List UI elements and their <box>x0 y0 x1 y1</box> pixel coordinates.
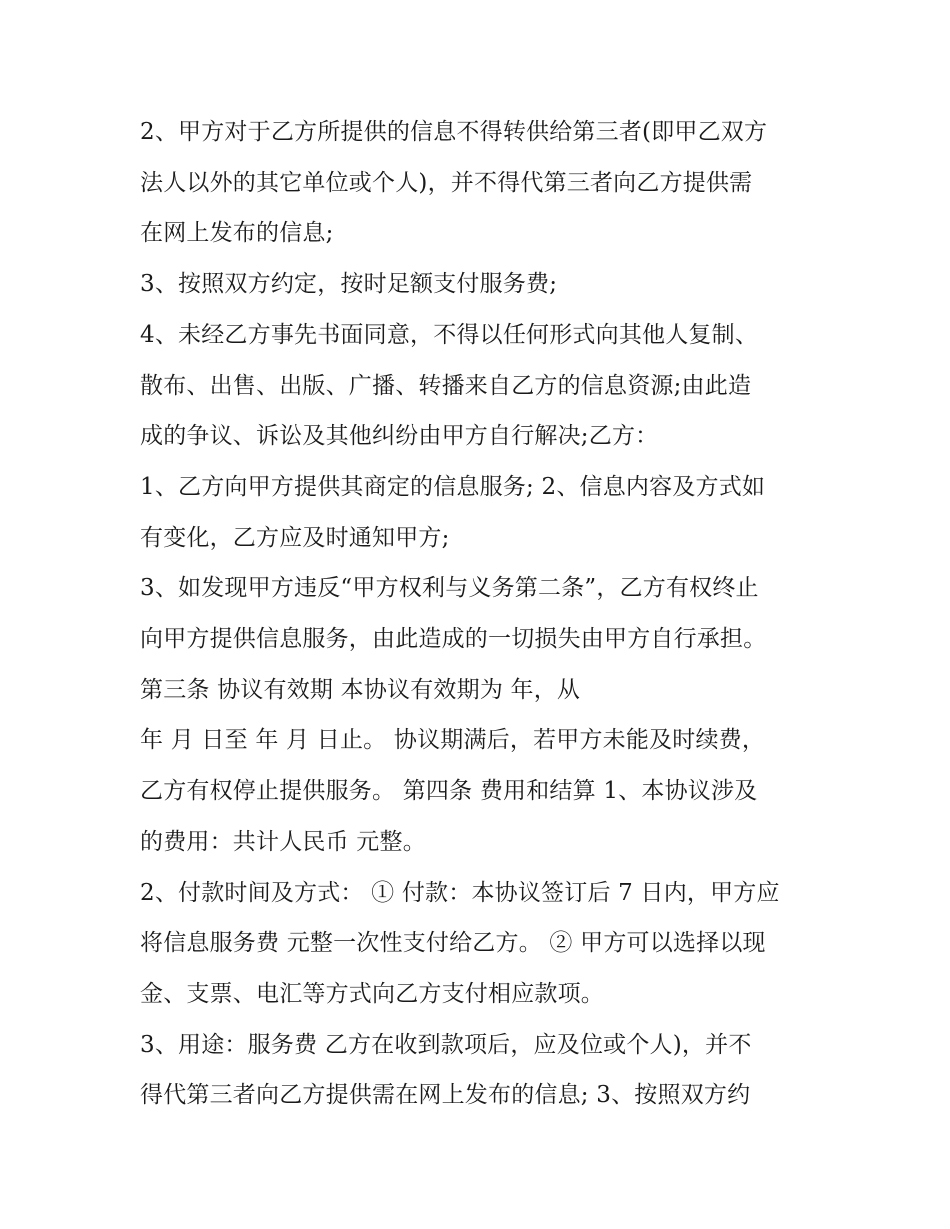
text-line-8: 1、乙方向甲方提供其商定的信息服务; 2、信息内容及方式如 <box>140 473 766 500</box>
text-line-10: 3、如发现甲方违反“甲方权利与义务第二条”，乙方有权终止 <box>140 575 759 602</box>
text-line-3: 在网上发布的信息; <box>140 220 334 247</box>
text-line-17: 将信息服务费 元整一次性支付给乙方。 ② 甲方可以选择以现 <box>140 930 766 957</box>
text-line-5: 4、未经乙方事先书面同意，不得以任何形式向其他人复制、 <box>140 321 759 348</box>
text-line-20: 得代第三者向乙方提供需在网上发布的信息; 3、按照双方约 <box>140 1082 751 1109</box>
text-line-1: 2、甲方对于乙方所提供的信息不得转供给第三者(即甲乙双方 <box>140 119 768 145</box>
text-line-7: 成的争议、诉讼及其他纠纷由甲方自行解决;乙方： <box>140 423 659 450</box>
text-line-13: 年 月 日至 年 月 日止。 协议期满后，若甲方未能及时续费， <box>140 727 766 754</box>
text-line-14: 乙方有权停止提供服务。 第四条 费用和结算 1、本协议涉及 <box>140 778 758 805</box>
text-line-16: 2、付款时间及方式： ① 付款：本协议签订后 7 日内，甲方应 <box>140 879 780 906</box>
text-line-19: 3、用途：服务费 乙方在收到款项后，应及位或个人)，并不 <box>140 1031 752 1058</box>
text-line-4: 3、按照双方约定，按时足额支付服务费; <box>140 271 558 298</box>
text-line-9: 有变化，乙方应及时通知甲方; <box>140 524 450 551</box>
text-line-12: 第三条 协议有效期 本协议有效期为 年，从 <box>140 676 581 703</box>
text-line-6: 散布、出售、出版、广播、转播来自乙方的信息资源;由此造 <box>140 372 752 399</box>
text-line-11: 向甲方提供信息服务，由此造成的一切损失由甲方自行承担。 <box>140 626 767 653</box>
text-line-2: 法人以外的其它单位或个人)，并不得代第三者向乙方提供需 <box>140 169 753 196</box>
text-line-18: 金、支票、电汇等方式向乙方支付相应款项。 <box>140 980 604 1007</box>
document-body <box>140 107 812 1121</box>
text-line-15: 的费用：共计人民币 元整。 <box>140 828 426 855</box>
